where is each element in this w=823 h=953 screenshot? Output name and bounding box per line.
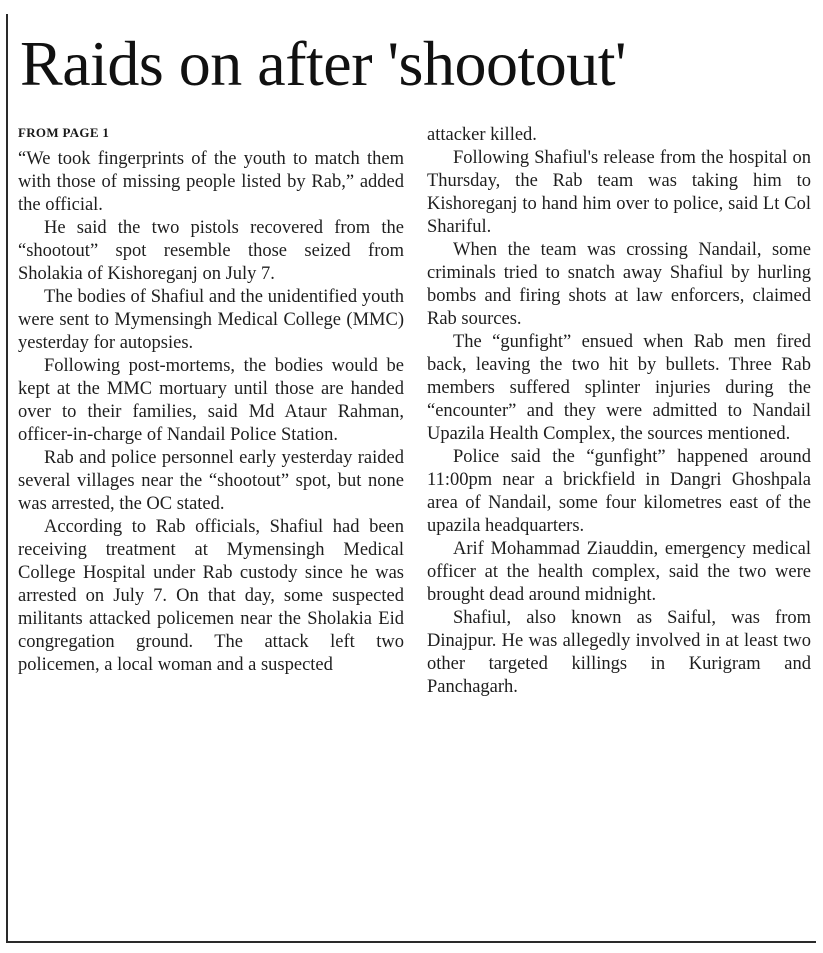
- paragraph: Shafiul, also known as Saiful, was from Dinajpur. He was allegedly involved in at least two other targeted killings in Kurigram and Panchagarh.: [427, 608, 811, 697]
- paragraph: He said the two pistols recovered from the “shootout” spot resemble those seized from Sholakia of Kishoreganj on July 7.: [18, 218, 404, 284]
- left-column: [18, 124, 404, 677]
- paragraph: The bodies of Shafiul and the unidentified youth were sent to Mymensingh Medical College (MMC) yesterday for autopsies.: [18, 287, 404, 353]
- continuation-kicker: FROM PAGE 1: [18, 125, 110, 140]
- paragraph: According to Rab officials, Shafiul had been receiving treatment at Mymensingh Medical College Hospital under Rab custody since he was arrested on July 7. On that day, some suspected militants attacked policemen near the Sholakia Eid congregation ground. The attack left two policemen, a local woman and a suspected: [18, 517, 404, 675]
- bottom-border-rule: [6, 941, 816, 943]
- paragraph: Police said the “gunfight” happened around 11:00pm near a brickfield in Dangri Ghoshpala area of Nandail, some four kilometres east of the upazila headquarters.: [427, 447, 811, 536]
- paragraph: Rab and police personnel early yesterday raided several villages near the “shootout” spot, but none was arrested, the OC stated.: [18, 448, 404, 514]
- paragraph: Arif Mohammad Ziauddin, emergency medical officer at the health complex, said the two were brought dead around midnight.: [427, 539, 811, 605]
- paragraph: The “gunfight” ensued when Rab men fired back, leaving the two hit by bullets. Three Rab members suffered splinter injuries during the “encounter” and they were admitted to Nandail Upazila Health Complex, the sources mentioned.: [427, 332, 811, 444]
- paragraph: attacker killed.: [427, 125, 537, 145]
- left-border-rule: [6, 14, 8, 942]
- paragraph: “We took fingerprints of the youth to match them with those of missing people listed by Rab,” added the official.: [18, 149, 404, 215]
- paragraph: Following post-mortems, the bodies would be kept at the MMC mortuary until those are handed over to their families, said Md Ataur Rahman, officer-in-charge of Nandail Police Station.: [18, 356, 404, 445]
- paragraph: Following Shafiul's release from the hospital on Thursday, the Rab team was taking him to Kishoreganj to hand him over to police, said Lt Col Shariful.: [427, 148, 811, 237]
- right-column: [427, 124, 811, 699]
- paragraph: When the team was crossing Nandail, some criminals tried to snatch away Shafiul by hurling bombs and firing shots at law enforcers, claimed Rab sources.: [427, 240, 811, 329]
- headline: Raids on after 'shootout': [20, 28, 627, 99]
